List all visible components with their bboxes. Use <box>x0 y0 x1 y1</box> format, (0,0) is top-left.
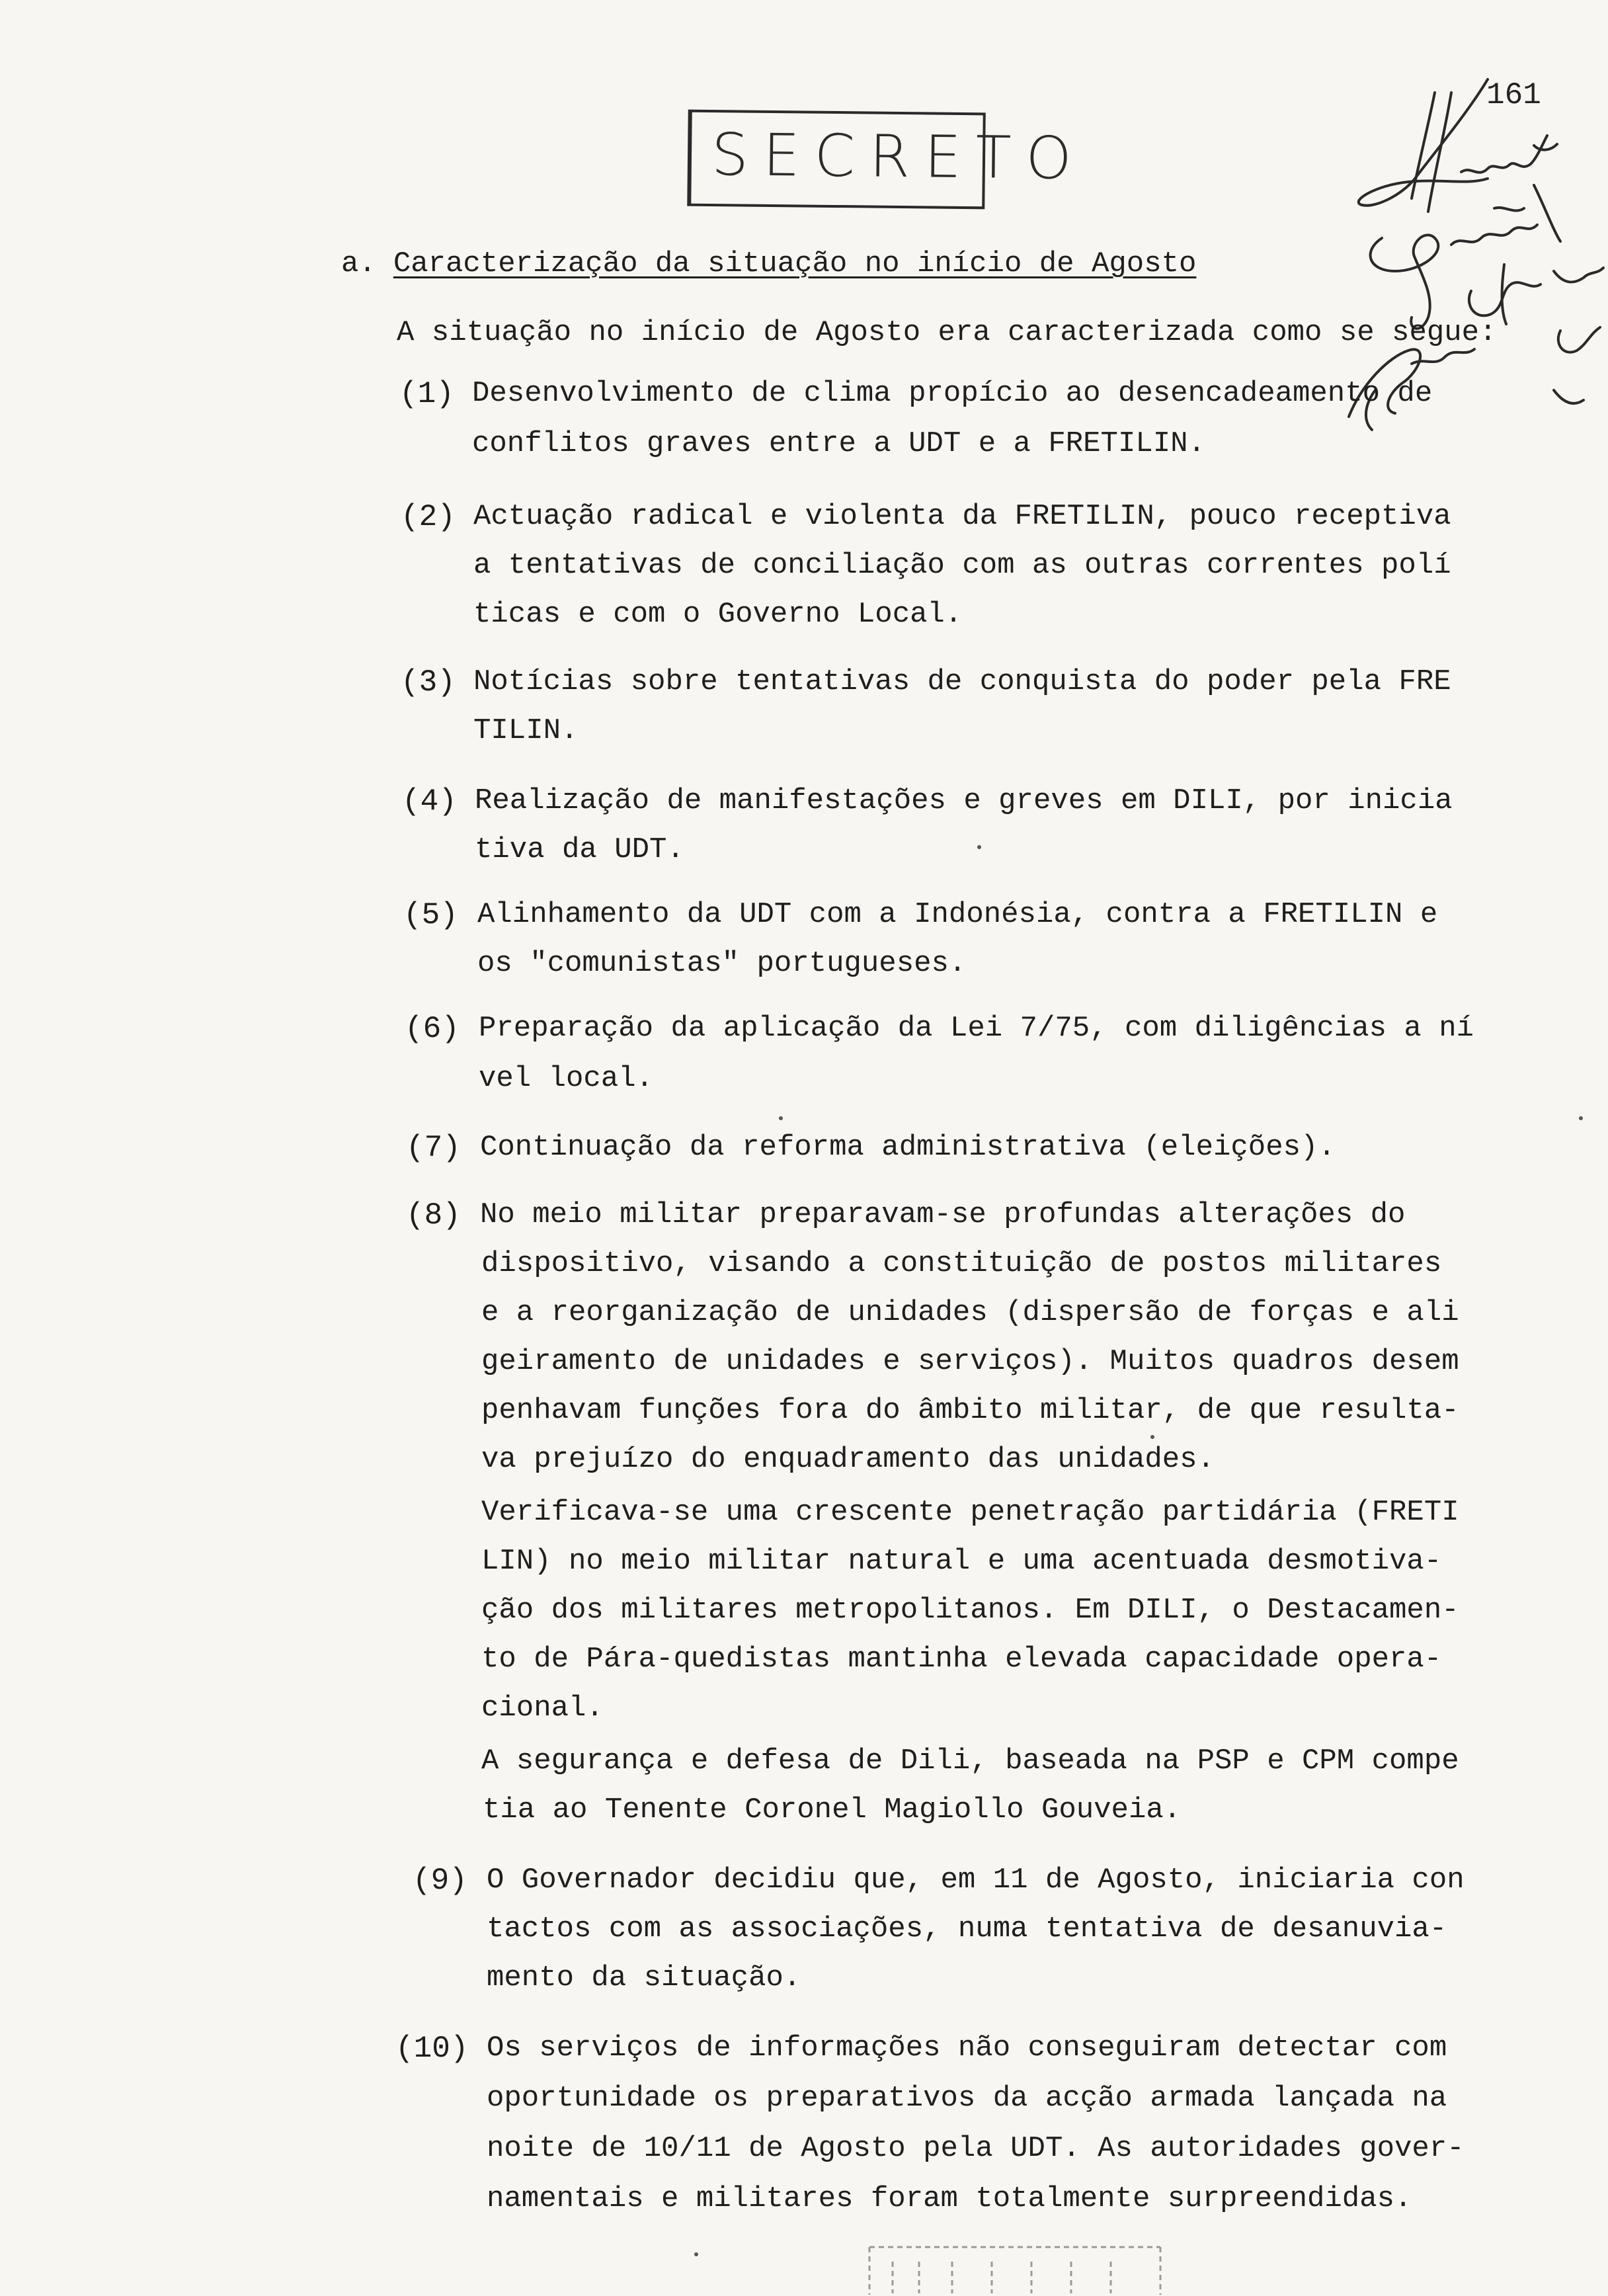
item-number: (6) <box>405 1012 460 1046</box>
item-line: ção dos militares metropolitanos. Em DILI, o Destacamen- <box>481 1594 1459 1627</box>
item-line: ticas e com o Governo Local. <box>473 598 963 631</box>
scan-speck <box>1579 1116 1583 1120</box>
item-line: Verificava-se uma crescente penetração partidária (FRETI <box>481 1496 1459 1529</box>
intro-paragraph: A situação no início de Agosto era caracterizada como se segue: <box>397 316 1497 349</box>
item-line: cional. <box>481 1692 604 1725</box>
item-line: A segurança e defesa de Dili, baseada na PSP e CPM compe <box>481 1744 1459 1778</box>
item-line: Realização de manifestações e greves em DILI, por inicia <box>475 784 1453 817</box>
item-number: (8) <box>406 1198 461 1233</box>
item-number: (10) <box>395 2031 469 2066</box>
item-line: penhavam funções fora do âmbito militar, de que resulta- <box>481 1394 1459 1427</box>
item-line: conflitos graves entre a UDT e a FRETILIN. <box>472 427 1205 460</box>
item-line: TILIN. <box>473 714 579 747</box>
footer-stamp-mark <box>866 2242 1164 2296</box>
item-number: (9) <box>413 1864 467 1898</box>
item-line: No meio militar preparavam-se profundas alterações do <box>480 1198 1406 1231</box>
item-number: (2) <box>401 500 456 534</box>
item-line: O Governador decidiu que, em 11 de Agosto, iniciaria con <box>487 1864 1465 1897</box>
item-line: tactos com as associações, numa tentativa de desanuvia- <box>487 1912 1447 1946</box>
item-line: Notícias sobre tentativas de conquista do poder pela FRE <box>473 665 1451 698</box>
item-line: mento da situação. <box>487 1961 801 1994</box>
item-line: oportunidade os preparativos da acção armada lançada na <box>487 2082 1447 2115</box>
item-line: Desenvolvimento de clima propício ao desencadeamento de <box>472 377 1433 410</box>
scan-speck <box>977 845 981 849</box>
item-line: Actuação radical e violenta da FRETILIN, pouco receptiva <box>473 500 1451 533</box>
item-line: Preparação da aplicação da Lei 7/75, com diligências a ní <box>479 1012 1474 1045</box>
item-line: dispositivo, visando a constituição de postos militares <box>481 1247 1442 1280</box>
page-number: 161 <box>1486 78 1541 112</box>
item-number: (5) <box>403 898 458 932</box>
scan-speck <box>1150 1435 1154 1439</box>
section-heading <box>341 247 1196 280</box>
item-line: e a reorganização de unidades (dispersão de forças e ali <box>481 1296 1459 1329</box>
item-line: os "comunistas" portugueses. <box>477 947 967 980</box>
stamp-text: SECRETO <box>711 120 1087 192</box>
item-line: vel local. <box>479 1062 654 1095</box>
item-number: (7) <box>406 1131 461 1165</box>
item-line: a tentativas de conciliação com as outras correntes polí <box>473 549 1451 582</box>
item-line: geiramento de unidades e serviços). Muitos quadros desem <box>481 1345 1459 1378</box>
scan-speck <box>694 2252 698 2256</box>
item-number: (1) <box>399 377 454 411</box>
item-line: namentais e militares foram totalmente surpreendidas. <box>487 2182 1412 2215</box>
item-line: Os serviços de informações não conseguiram detectar com <box>487 2031 1447 2065</box>
item-line: Alinhamento da UDT com a Indonésia, contra a FRETILIN e <box>477 898 1438 931</box>
secret-stamp <box>687 110 1087 210</box>
section-title: Caracterização da situação no início de Agosto <box>393 247 1197 280</box>
item-line: to de Pára-quedistas mantinha elevada capacidade opera- <box>481 1643 1442 1676</box>
item-number: (4) <box>402 784 457 819</box>
scan-speck <box>779 1116 783 1120</box>
item-line: noite de 10/11 de Agosto pela UDT. As autoridades gover- <box>487 2132 1465 2165</box>
item-line: tia ao Tenente Coronel Magiollo Gouveia. <box>483 1793 1182 1826</box>
item-line: LIN) no meio militar natural e uma acentuada desmotiva- <box>481 1545 1442 1578</box>
item-line: tiva da UDT. <box>475 833 684 866</box>
item-line: va prejuízo do enquadramento das unidades. <box>481 1443 1215 1476</box>
item-line: Continuação da reforma administrativa (eleições). <box>480 1131 1336 1164</box>
section-label: a. <box>341 247 376 280</box>
item-number: (3) <box>401 665 456 700</box>
